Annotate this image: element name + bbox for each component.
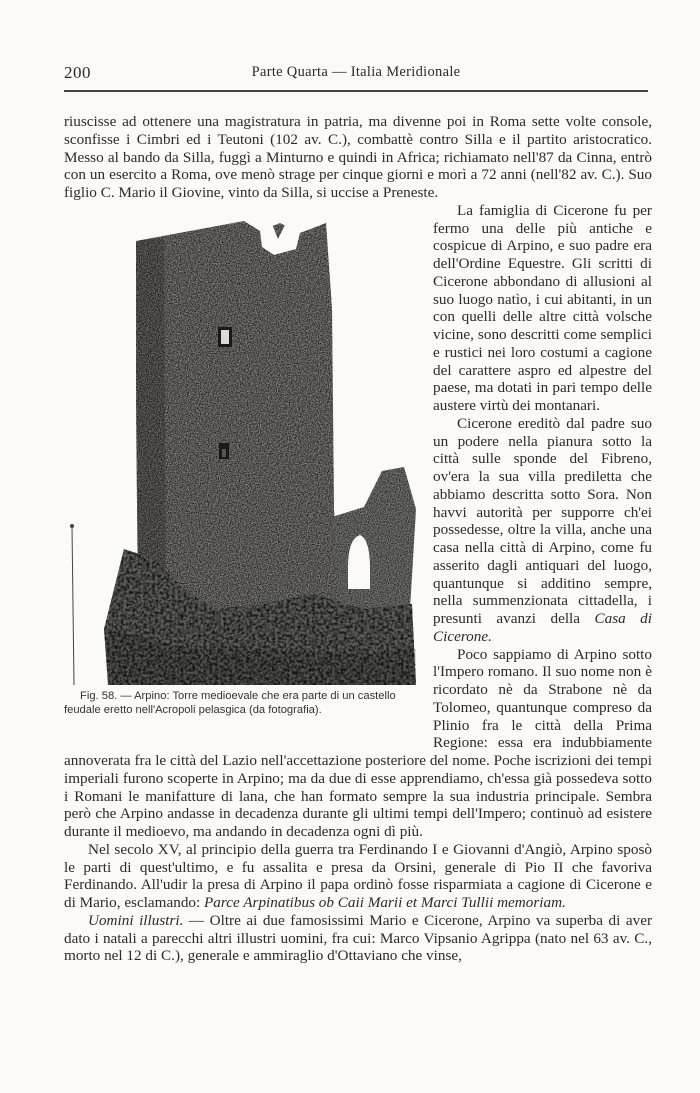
- header-rule: [64, 90, 648, 92]
- paragraph-6: [64, 912, 652, 965]
- paragraph-6-text: — Oltre ai due famosissimi Mario e Cicerone, Arpino va superba di aver dato i natali a parecchi altri illustri uomini, fra cui: Marco Vipsanio Agrippa (nato nel 63 av. C., morto nel 12 di C.), generale e ammiraglio d'Ottaviano che vinse,: [64, 911, 652, 965]
- figure-caption-text: — Arpino: Torre medioevale che era parte di un castello feudale eretto nell'Acropoli pelasgica (da fotografia).: [64, 689, 396, 716]
- figure-label: Fig. 58.: [80, 689, 118, 702]
- paragraph-3-text: Cicerone ereditò dal padre suo un podere nella pianura sotto la città sulle sponde del Fibreno, ov'era la sua villa prediletta che abbiamo descritta sotto Sora. Non havvi autorità per supporre ch'ei possedesse, oltre la villa, anche una casa nella città di Arpino, come fu asserito dagli antiquari del luogo, quantunque si additino sempre, nella summenzionata cittadella, i presunti avanzi della: [433, 414, 652, 627]
- paragraph-2: La famiglia di Cicerone fu per fermo una delle più antiche e cospicue di Arpino, e suo padre era dell'Ordine Equestre. Gli scritti di Cicerone abbondano di allusioni al suo luogo natìo, i cui abitanti, in un con quelli delle altre città volsche vicine, sono descritti come semplici e rustici nei loro costumi a cagione del carattere aspro ed alpestre del paese, ma dotati in pari tempo delle austere virtù dei montanari.: [433, 201, 652, 414]
- figure-58: [64, 209, 419, 744]
- running-head: Parte Quarta — Italia Meridionale: [251, 64, 461, 80]
- tower-photo: [64, 209, 419, 685]
- latin-quote: Parce Arpinatibus ob Caii Marii et Marci Tullii memoriam.: [204, 894, 566, 911]
- paragraph-1: riuscisse ad ottenere una magistratura in patria, ma divenne poi in Roma sette volte console, sconfisse i Cimbri ed i Teutoni (102 av. C.), combattè contro Silla e il partito aristocratico. Messo al bando da Silla, fuggì a Minturno e quindi in Africa; richiamato nell'87 da Cinna, entrò con un esercito a Roma, ove menò strage per cinque giorni e morì a 72 anni (nell'82 av. C.). Suo figlio C. Mario il Giovine, vinto da Silla, si uccise a Preneste.: [64, 113, 652, 201]
- page-header: [64, 63, 648, 85]
- paragraph-5: [64, 841, 652, 912]
- casa-di-cicerone: Casa di Cicerone.: [433, 610, 652, 645]
- paragraph-4: Poco sappiamo di Arpino sotto l'Impero romano. Il suo nome non è ricordato nè da Strabone nè da Tolomeo, quantunque compreso da Plinio fra le città della Prima Regione: essa era indubbiamente annoverata fra le città del Lazio nell'accettazione posteriore del nome. Poche iscrizioni dei tempi imperiali furono scoperte in Arpino; ma da due di esse apprendiamo, ch'essa già possedeva sotto i Romani le manifatture di lana, che han formato sempre la sua industria principale. Sembra però che Arpino andasse in decadenza durante gli ultimi tempi dell'Impero; continuò ad esistere durante il medioevo, ma andando in decadenza ogni dì più.: [64, 645, 652, 840]
- body-text: [64, 113, 652, 965]
- section-heading-uomini-illustri: Uomini illustri.: [88, 911, 184, 929]
- page-number: 200: [64, 63, 91, 82]
- paragraph-5-text: Nel secolo XV, al principio della guerra tra Ferdinando I e Giovanni d'Angiò, Arpino sposò le parti di quest'ultimo, e fu assalita e presa da Orsini, generale di Pio II che favoriva Ferdinando. All'udir la presa di Arpino il papa ordinò fosse risparmiata a cagione di Cicerone e di Mario, esclamando:: [64, 840, 652, 911]
- figure-caption: [64, 689, 414, 717]
